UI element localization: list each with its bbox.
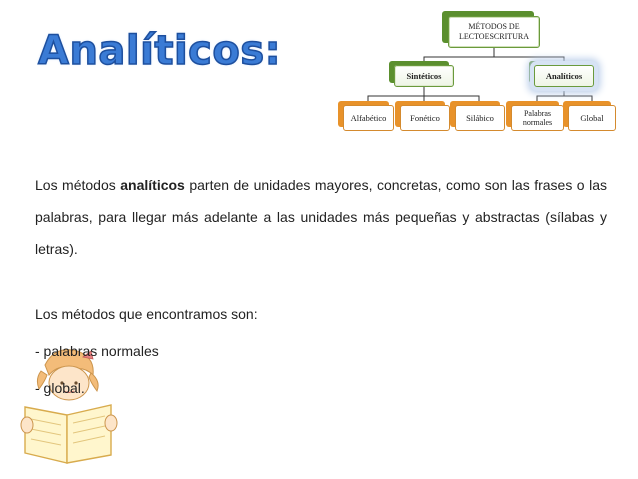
paragraph-bold-term: analíticos — [120, 177, 185, 193]
diagram-leaf-fonetico: Fonético — [400, 105, 450, 131]
paragraph-text-rest: parten de unidades mayores, concretas, como son las frases o las palabras, para llegar más adelante a las unidades más pequeñas y abstractas (sílabas y letras). — [35, 177, 607, 257]
diagram-leaf-silabico: Silábico — [455, 105, 505, 131]
diagram-root-node: MÉTODOS DE LECTOESCRITURA — [448, 16, 540, 48]
diagram-leaf-global: Global — [568, 105, 616, 131]
diagram-leaf-alfabetico: Alfabético — [343, 105, 394, 131]
text-encontramos: Los métodos que encontramos son: — [35, 306, 258, 322]
slide-title: Analíticos: — [38, 28, 282, 74]
diagram-leaf-palabras-normales: Palabras normales — [511, 105, 564, 131]
list-item-palabras-normales: - palabras normales — [35, 343, 159, 359]
list-item-global: - global. — [35, 380, 85, 396]
paragraph-text-start: Los métodos — [35, 177, 121, 193]
paragraph-analiticos — [35, 169, 607, 265]
diagram-node-analiticos: Analíticos — [534, 65, 594, 87]
diagram-node-sinteticos: Sintéticos — [394, 65, 454, 87]
child-reading-book-illustration — [15, 345, 125, 470]
